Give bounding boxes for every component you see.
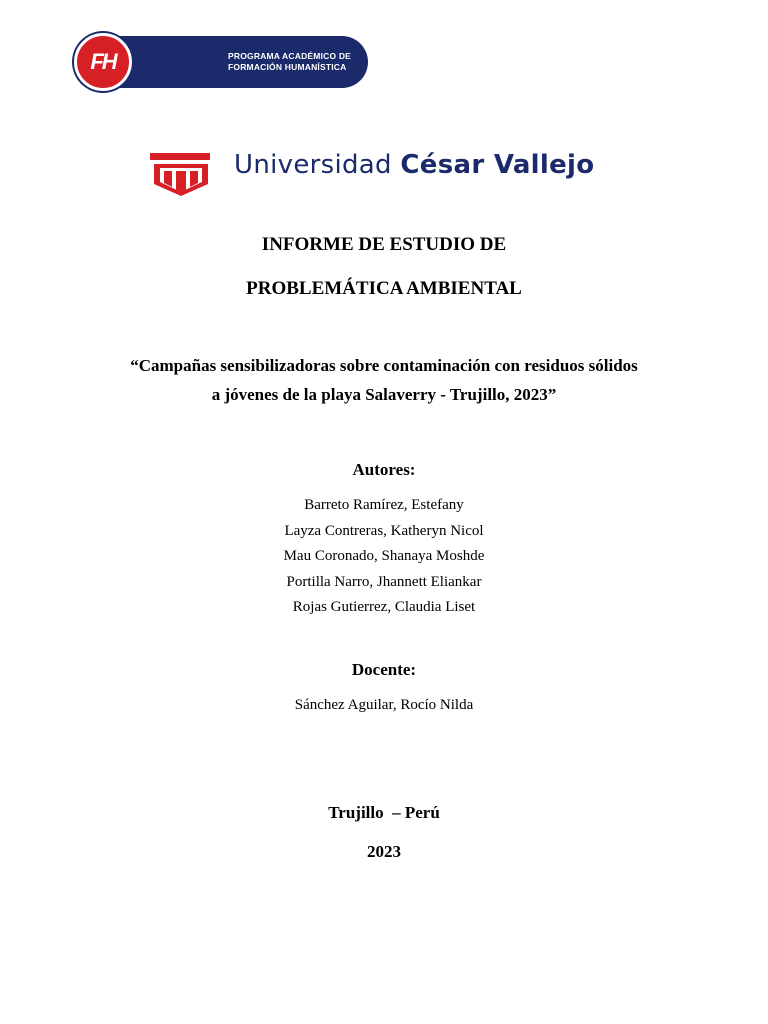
university-logo [150,148,670,198]
ucv-shield-icon [150,150,212,196]
report-title-line2: PROBLEMÁTICA AMBIENTAL [246,278,522,299]
author-name: Layza Contreras, Katheryn Nicol [284,523,484,539]
university-name-bold: César Vallejo [400,150,595,180]
program-logo-bar [114,36,368,88]
university-name-regular: Universidad [234,150,392,180]
author-name: Barreto Ramírez, Estefany [304,497,464,513]
university-name [234,150,594,180]
teacher-name: Sánchez Aguilar, Rocío Nilda [294,697,474,713]
project-title-line2: a jóvenes de la playa Salaverry - Trujillo, 2023” [211,385,557,404]
fh-monogram-icon [74,33,132,91]
author-name: Mau Coronado, Shanaya Moshde [283,548,485,564]
author-name: Rojas Gutierrez, Claudia Liset [292,599,476,615]
report-title-line1: INFORME DE ESTUDIO DE [261,234,507,255]
year: 2023 [367,842,401,861]
project-title-line1: “Campañas sensibilizadoras sobre contaminación con residuos sólidos [130,356,638,375]
place: Trujillo – Perú [328,803,440,822]
authors-heading: Autores: [352,460,416,479]
program-logo-line1: PROGRAMA ACADÉMICO DE [228,51,352,61]
program-logo [74,33,368,89]
program-logo-line2: FORMACIÓN HUMANÍSTICA [228,62,347,72]
teacher-heading: Docente: [351,660,417,679]
author-name: Portilla Narro, Jhannett Eliankar [286,574,482,590]
fh-monogram-text: FH [90,49,116,74]
